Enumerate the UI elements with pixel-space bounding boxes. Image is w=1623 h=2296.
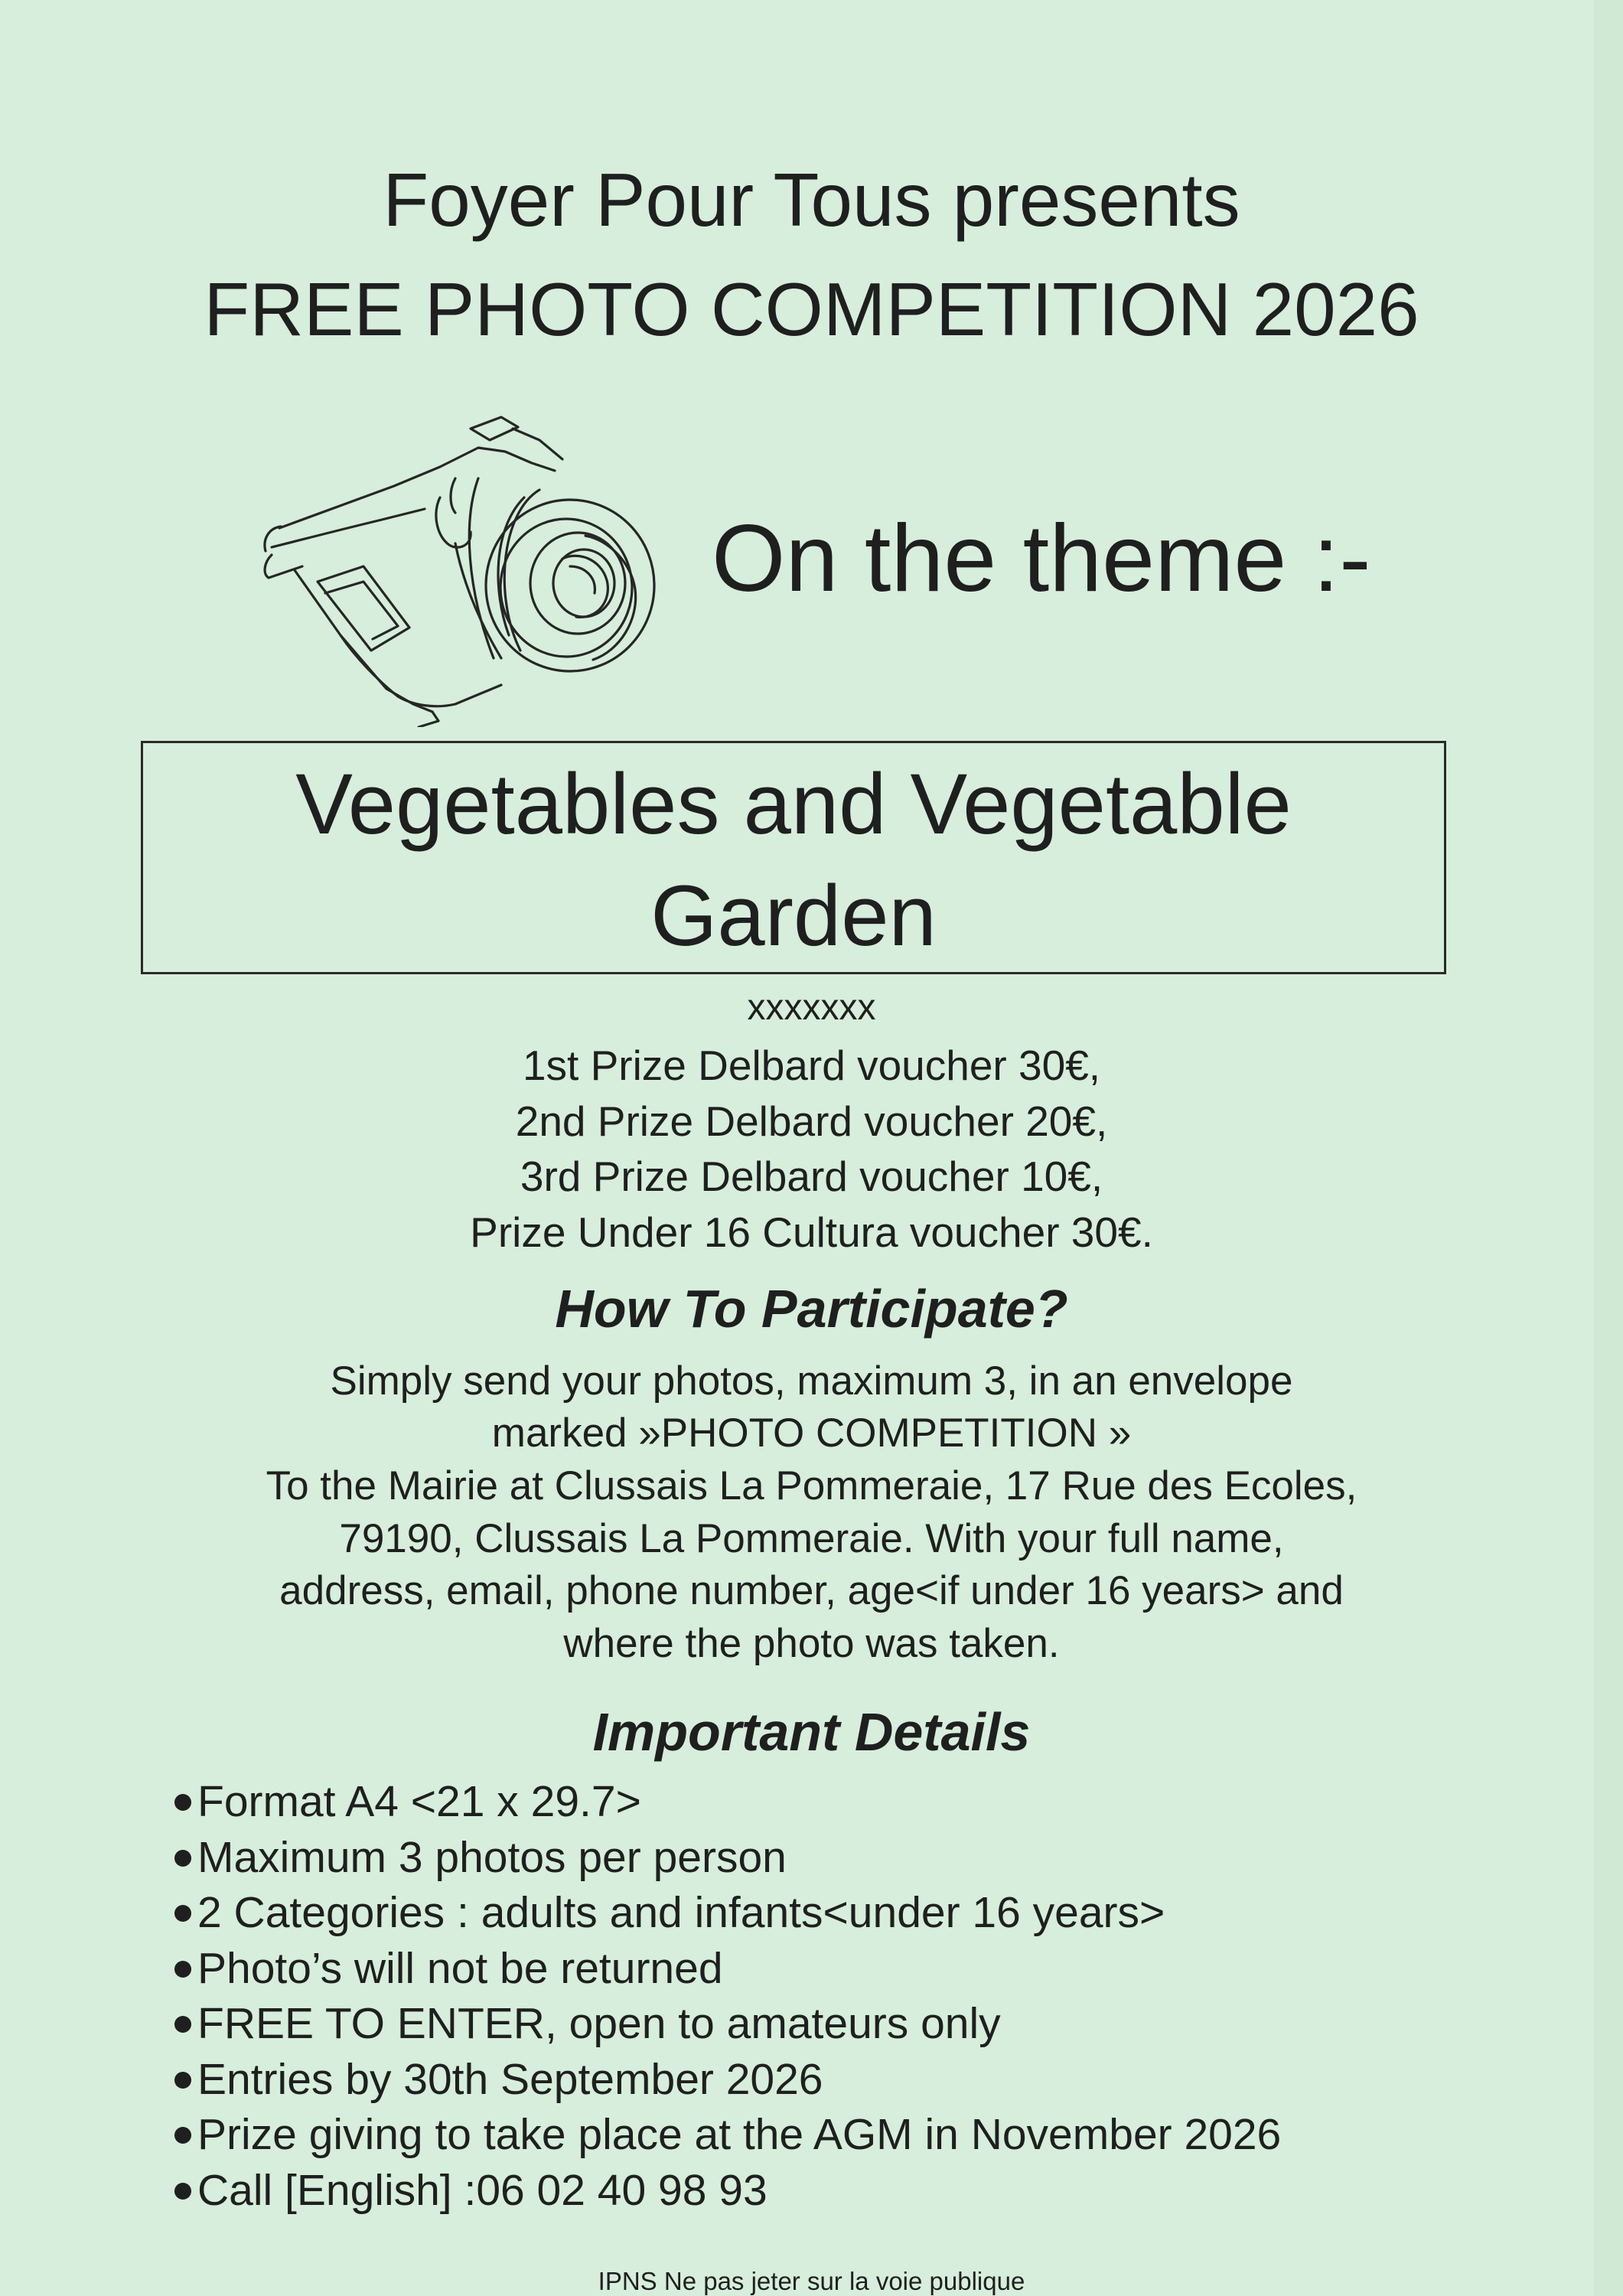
bullet-icon bbox=[174, 1905, 191, 1922]
details-heading: Important Details bbox=[592, 1702, 1031, 1762]
details-list bbox=[174, 1774, 1281, 2218]
list-item bbox=[174, 1996, 1281, 2052]
header-line2: FREE PHOTO COMPETITION 2026 bbox=[204, 267, 1419, 351]
prize-line: 2nd Prize Delbard voucher 20€, bbox=[515, 1097, 1108, 1145]
participate-line: marked »PHOTO COMPETITION » bbox=[491, 1411, 1132, 1456]
detail-text: Prize giving to take place at the AGM in November 2026 bbox=[197, 2110, 1282, 2159]
list-item bbox=[174, 1774, 1281, 1830]
prize-line: Prize Under 16 Cultura voucher 30€. bbox=[470, 1208, 1153, 1256]
list-item bbox=[174, 2163, 1281, 2219]
participate-line: To the Mairie at Clussais La Pommeraie, 17 Rue des Ecoles, bbox=[266, 1463, 1357, 1508]
participate-heading: How To Participate? bbox=[555, 1279, 1068, 1339]
detail-text: Entries by 30th September 2026 bbox=[197, 2054, 823, 2104]
participate-line: Simply send your photos, maximum 3, in an envelope bbox=[330, 1358, 1293, 1404]
bullet-icon bbox=[174, 2072, 191, 2089]
detail-text: Photo’s will not be returned bbox=[197, 1943, 723, 1993]
theme-box bbox=[141, 741, 1446, 974]
bullet-icon bbox=[174, 1961, 191, 1978]
bullet-icon bbox=[174, 2183, 191, 2200]
footer-notice: IPNS Ne pas jeter sur la voie publique bbox=[598, 2267, 1025, 2295]
theme-title-line1: Vegetables and Vegetable bbox=[295, 756, 1292, 852]
prize-line: 1st Prize Delbard voucher 30€, bbox=[522, 1042, 1101, 1089]
header-line1: Foyer Pour Tous presents bbox=[383, 158, 1240, 242]
bullet-icon bbox=[174, 1850, 191, 1867]
detail-text: FREE TO ENTER, open to amateurs only bbox=[197, 1999, 1001, 2048]
list-item bbox=[174, 1941, 1281, 1997]
participate-line: where the photo was taken. bbox=[563, 1621, 1060, 1666]
list-item bbox=[174, 2107, 1281, 2163]
bullet-icon bbox=[174, 2127, 191, 2144]
bullet-icon bbox=[174, 1794, 191, 1811]
participate-line: address, email, phone number, age<if under 16 years> and bbox=[279, 1568, 1344, 1613]
theme-title-line2: Garden bbox=[650, 868, 937, 964]
detail-text: Maximum 3 photos per person bbox=[197, 1832, 787, 1882]
detail-text: Format A4 <21 x 29.7> bbox=[197, 1777, 641, 1826]
list-item bbox=[174, 1830, 1281, 1886]
list-item bbox=[174, 1885, 1281, 1941]
participate-line: 79190, Clussais La Pommeraie. With your full name, bbox=[339, 1516, 1284, 1561]
camera-line-drawing-icon bbox=[249, 406, 693, 727]
detail-text: 2 Categories : adults and infants<under 16 years> bbox=[197, 1888, 1165, 1937]
bullet-icon bbox=[174, 2016, 191, 2033]
theme-intro: On the theme :- bbox=[712, 506, 1371, 612]
detail-text: Call [English] :06 02 40 98 93 bbox=[197, 2165, 768, 2215]
prize-line: 3rd Prize Delbard voucher 10€, bbox=[520, 1153, 1103, 1200]
separator: xxxxxxx bbox=[747, 987, 876, 1028]
list-item bbox=[174, 2052, 1281, 2108]
